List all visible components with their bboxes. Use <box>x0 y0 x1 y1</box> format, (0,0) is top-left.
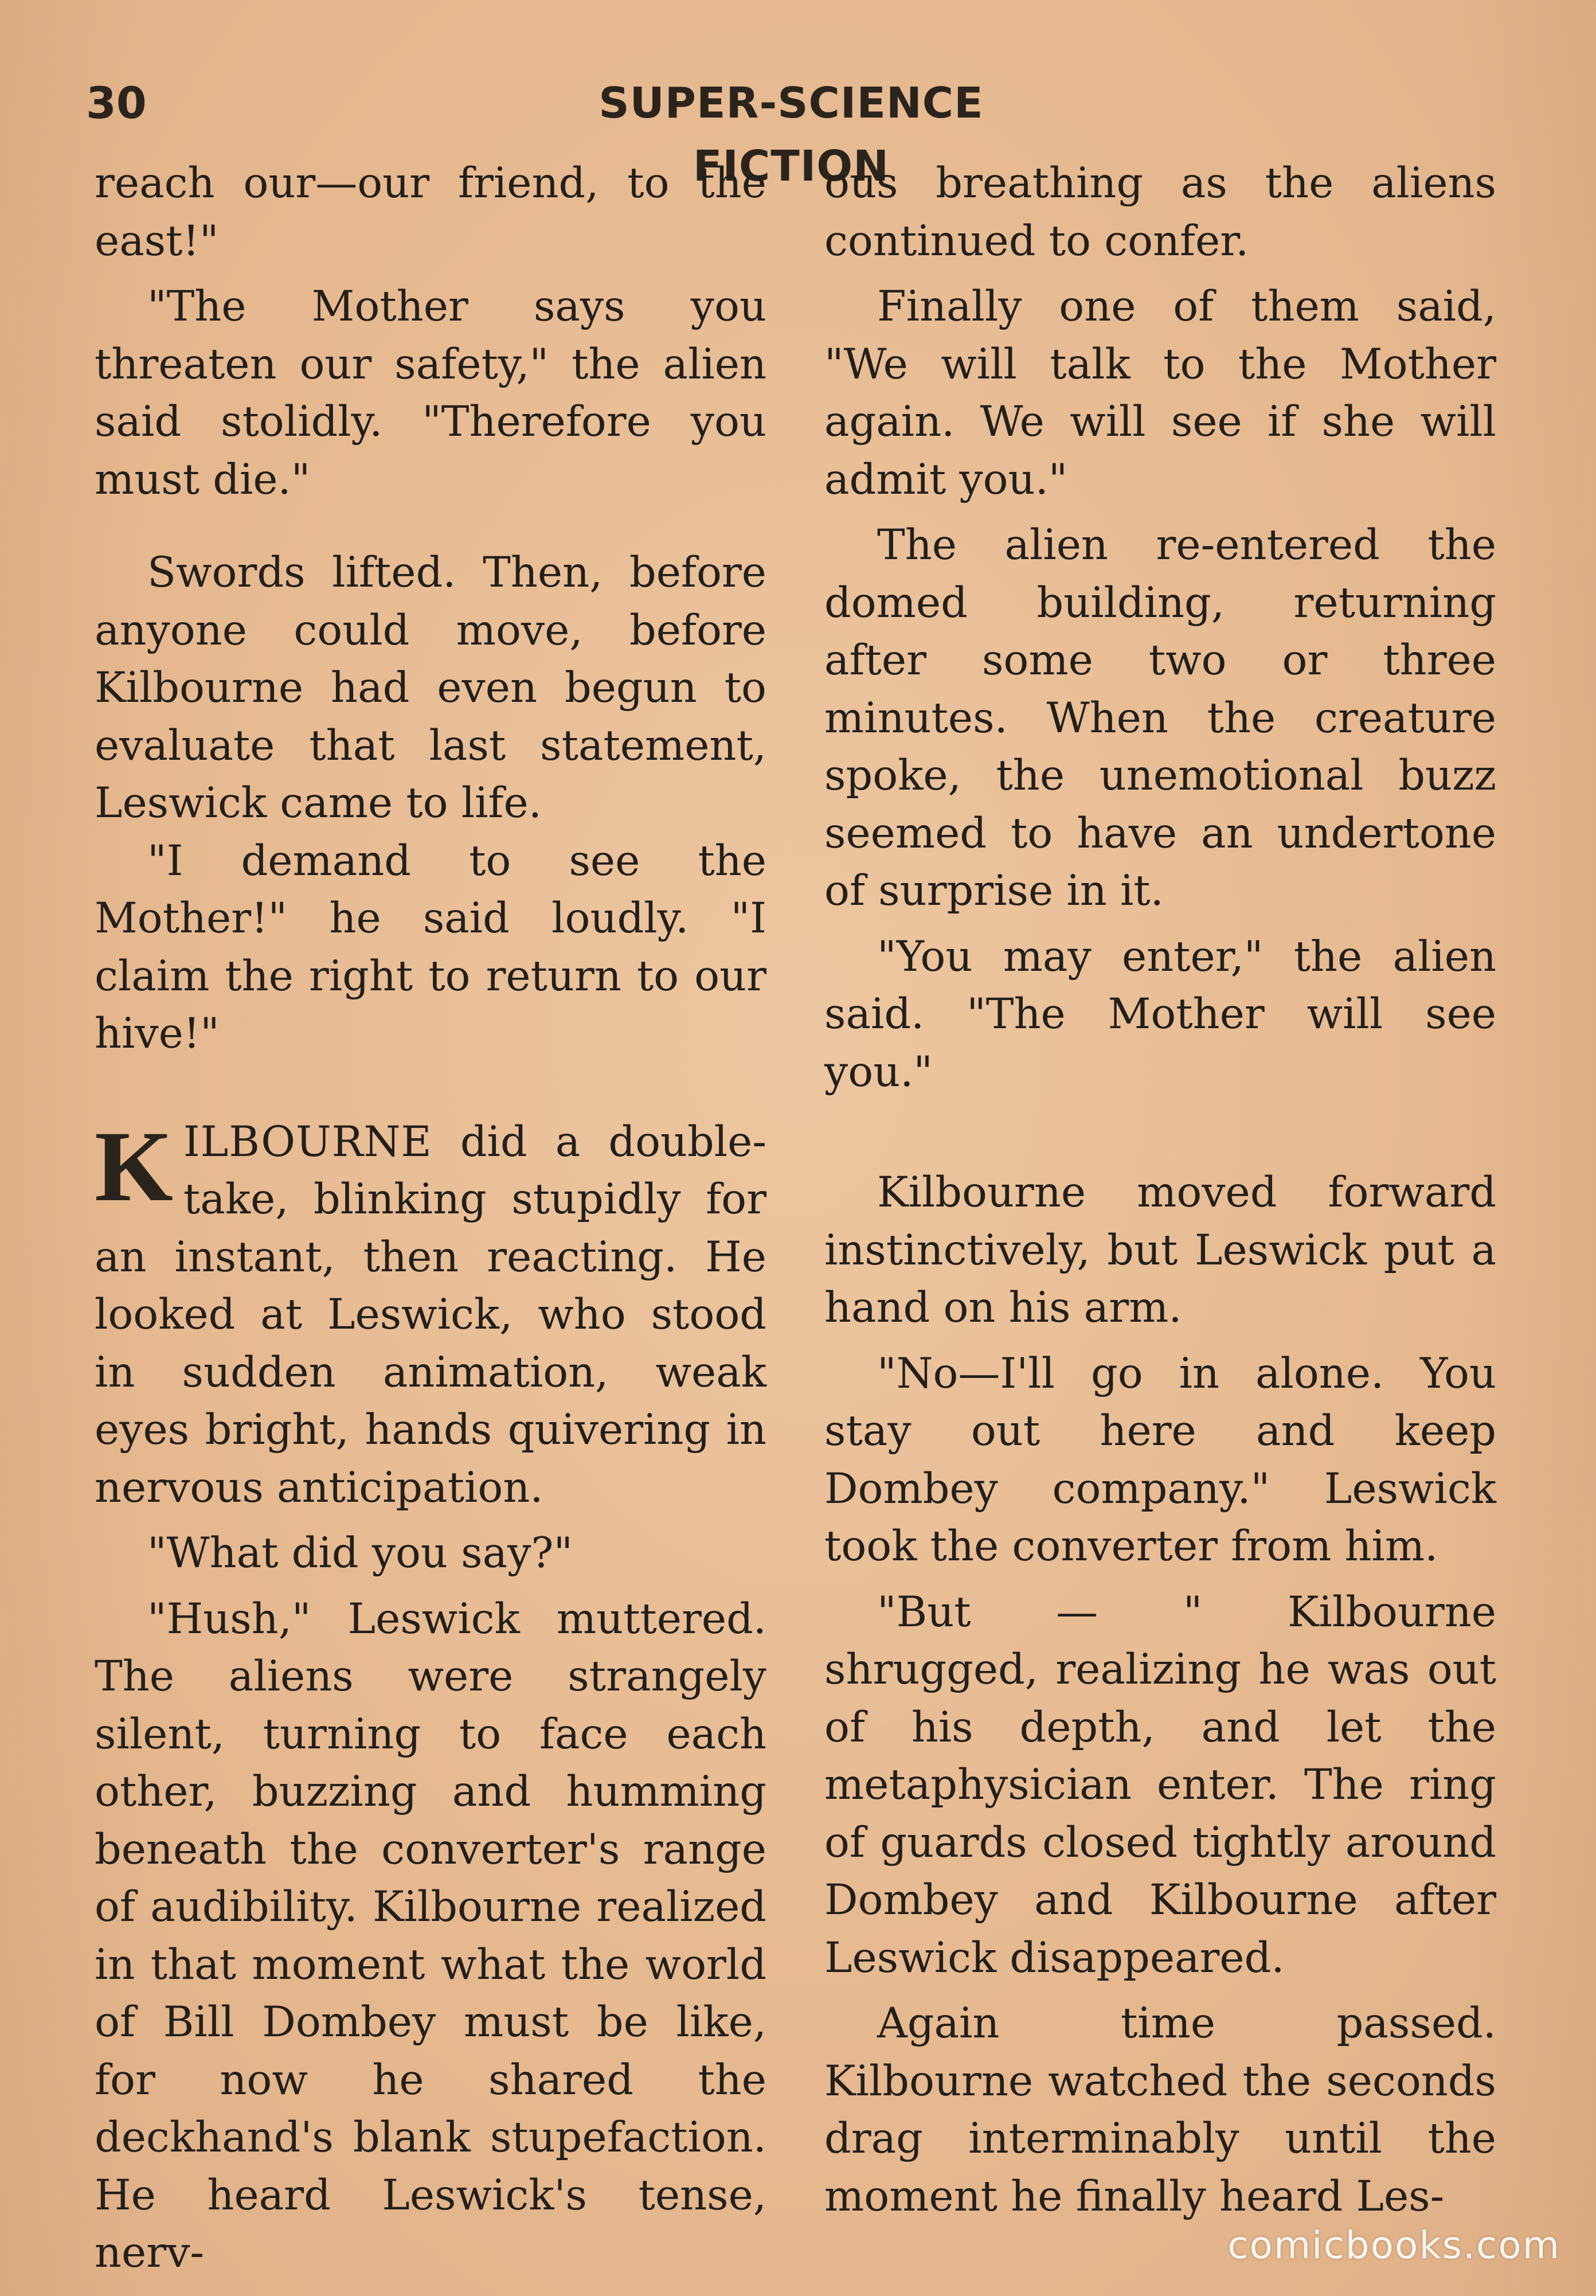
paragraph: "You may enter," the alien said. "The Mother will see you." <box>824 932 1496 1096</box>
site-watermark: comicbooks.com <box>1227 2223 1560 2267</box>
paragraph: ous breathing as the aliens continued to confer. <box>824 159 1496 265</box>
paragraph: Finally one of them said, "We will talk to the Mother again. We will see if she will admit you." <box>824 282 1496 504</box>
lead-in-caps: ILBOURNE <box>183 1117 432 1166</box>
paragraph: "I demand to see the Mother!" he said loudly. "I claim the right to return to our hive!" <box>95 836 766 1058</box>
paragraph: Kilbourne moved forward instinctively, but Leswick put a hand on his arm. <box>824 1168 1496 1332</box>
paragraph: "The Mother says you threaten our safety," the alien said stolidly. "Therefore you must die." <box>95 282 766 504</box>
paragraph: "No—I'll go in alone. You stay out here and keep Dombey company." Leswick took the converter from him. <box>824 1349 1496 1571</box>
paragraph: The alien re-entered the domed building, returning after some two or three minutes. When the creature spoke, the unemotional buzz seemed to have an undertone of surprise in it. <box>824 521 1496 915</box>
page-number: 30 <box>86 77 147 128</box>
drop-cap-letter: K <box>95 1110 173 1223</box>
paragraph: Swords lifted. Then, before anyone could move, before Kilbourne had even begun to evaluate that last statement, Leswick came to life. <box>95 548 766 827</box>
paragraph-text: did a double-take, blinking stupidly for an instant, then reacting. He looked at Leswick, who stood in sudden animation, weak eyes bright, hands quivering in nervous anticipation. <box>95 1117 766 1512</box>
running-title: SUPER-SCIENCE FICTION <box>598 79 984 191</box>
section-start-paragraph <box>95 1110 766 1517</box>
paragraph: "Hush," Leswick muttered. The aliens were strangely silent, turning to face each other, buzzing and humming beneath the converter's range of audibility. Kilbourne realized in that moment what the world of Bill Dombey must be like, for now he shared the deckhand's blank stupefaction. He heard Leswick's tense, nerv- <box>95 1594 766 2277</box>
paragraph: Again time passed. Kilbourne watched the seconds drag interminably until the moment he finally heard Les- <box>824 1999 1496 2221</box>
paragraph: "What did you say?" <box>147 1529 573 1577</box>
paragraph: reach our—our friend, to the east!" <box>95 159 766 265</box>
right-column <box>824 155 1496 2221</box>
left-column <box>95 155 766 2277</box>
page-header <box>0 72 1596 191</box>
paragraph: "But — " Kilbourne shrugged, realizing he was out of his depth, and let the metaphysician enter. The ring of guards closed tightly around Dombey and Kilbourne after Leswick disappeared. <box>824 1587 1496 1982</box>
